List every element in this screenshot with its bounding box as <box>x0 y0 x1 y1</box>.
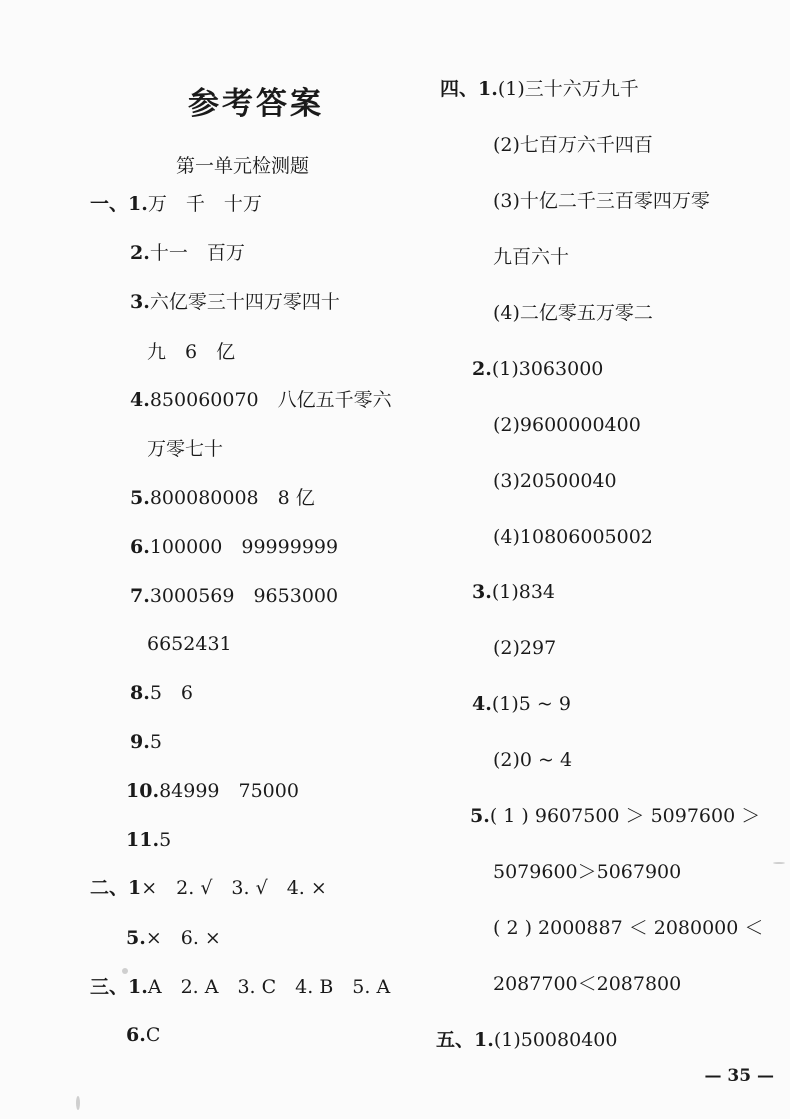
answer-text: (1)5 ~ 9 <box>491 693 571 715</box>
answer-line <box>130 584 338 608</box>
answer-text: (1)三十六万九千 <box>497 78 639 100</box>
answer-line <box>493 916 763 940</box>
answer-line <box>130 486 315 510</box>
answer-number: 2. <box>130 242 150 264</box>
answer-line <box>493 525 653 549</box>
answer-number: 5. <box>470 805 490 827</box>
answer-text: (1)3063000 <box>491 358 604 380</box>
answer-line <box>493 301 653 325</box>
answer-text: 84999 75000 <box>159 780 299 802</box>
answer-text: 万零七十 <box>147 438 224 460</box>
answer-text: A 2. A 3. C 4. B 5. A <box>147 976 391 998</box>
answer-text: (2)9600000400 <box>493 414 641 436</box>
section-subtitle: 第一单元检测题 <box>176 155 310 177</box>
answer-line <box>147 340 235 364</box>
answer-number: 9. <box>130 731 150 753</box>
answer-line <box>493 245 569 269</box>
answer-line <box>130 388 392 412</box>
answer-text: 六亿零三十四万零四十 <box>149 291 340 313</box>
answer-number: 4. <box>472 693 492 715</box>
answer-line <box>90 975 390 999</box>
answer-line <box>472 580 555 604</box>
answer-text: 九 6 亿 <box>147 341 236 363</box>
answer-text: 6652431 <box>147 633 232 655</box>
answer-line <box>493 860 681 884</box>
answer-number: 11. <box>126 829 160 851</box>
answer-text: 800080008 8 亿 <box>149 487 315 509</box>
answer-text: (3)20500040 <box>493 470 617 492</box>
answer-line <box>493 133 653 157</box>
answer-line <box>470 804 760 828</box>
answer-text: 5 <box>149 731 162 753</box>
answer-text: (2)297 <box>493 637 557 659</box>
answer-number: 6. <box>130 536 150 558</box>
answer-number: 四、1. <box>440 78 498 100</box>
answer-number: 二、1 <box>90 877 142 899</box>
answer-line <box>90 192 262 216</box>
answer-text: 万 千 十万 <box>147 193 262 215</box>
answer-number: 4. <box>130 389 150 411</box>
answer-text: 100000 99999999 <box>149 536 339 558</box>
answer-line <box>147 437 223 461</box>
answer-text: 5 6 <box>149 682 194 704</box>
page-title: 参考答案 <box>188 86 324 122</box>
answer-text: (1)834 <box>491 581 556 603</box>
answer-text: 5 <box>159 829 172 851</box>
scan-speck <box>122 968 128 974</box>
answer-text: (4)二亿零五万零二 <box>493 302 653 324</box>
scan-speck <box>76 1096 80 1110</box>
answer-line <box>130 535 338 559</box>
answer-number: 五、1. <box>436 1029 494 1051</box>
answer-text: (2)0 ~ 4 <box>493 749 573 771</box>
answer-text: 5079600＞5067900 <box>493 861 682 883</box>
answer-number: 三、1. <box>90 976 148 998</box>
answer-number: 3. <box>130 291 150 313</box>
answer-line <box>130 681 193 705</box>
answer-line <box>493 972 681 996</box>
answer-line <box>130 730 162 754</box>
scan-speck <box>773 862 785 864</box>
answer-line <box>493 636 556 660</box>
answer-number: 2. <box>472 358 492 380</box>
answer-line <box>440 77 639 101</box>
answer-number: 5. <box>130 487 150 509</box>
answer-number: 一、1. <box>90 193 148 215</box>
answer-line <box>493 469 617 493</box>
answer-line <box>126 779 299 803</box>
answer-line <box>493 748 572 772</box>
answer-line <box>130 241 245 265</box>
answer-text: ( 2 ) 2000887 ＜ 2080000 ＜ <box>493 917 764 939</box>
answer-line <box>493 413 641 437</box>
answer-line <box>472 357 603 381</box>
answer-number: 8. <box>130 682 150 704</box>
answer-text: 2087700＜2087800 <box>493 973 682 995</box>
answer-number: 10. <box>126 780 160 802</box>
answer-text: (1)50080400 <box>493 1029 618 1051</box>
answer-line <box>147 632 232 656</box>
answer-text: 850060070 八亿五千零六 <box>149 389 392 411</box>
answer-text: C <box>145 1024 161 1046</box>
answer-text: × 6. × <box>145 927 221 949</box>
answer-text: × 2. √ 3. √ 4. × <box>141 877 327 899</box>
answer-text: 九百六十 <box>493 246 570 268</box>
answer-line <box>493 189 710 213</box>
answer-text: 3000569 9653000 <box>149 585 339 607</box>
answer-text: (2)七百万六千四百 <box>493 134 653 156</box>
answer-text: (3)十亿二千三百零四万零 <box>493 190 710 212</box>
answer-number: 7. <box>130 585 150 607</box>
page-number: — 35 — <box>704 1066 774 1086</box>
answer-line <box>472 692 571 716</box>
answer-number: 6. <box>126 1024 146 1046</box>
answer-line <box>126 828 171 852</box>
answer-text: (4)10806005002 <box>493 526 653 548</box>
answer-number: 3. <box>472 581 492 603</box>
answer-line <box>130 290 340 314</box>
answer-line <box>126 926 221 950</box>
answer-line <box>90 876 327 900</box>
answer-line <box>436 1028 617 1052</box>
answer-text: ( 1 ) 9607500 ＞ 5097600 ＞ <box>489 805 761 827</box>
answer-number: 5. <box>126 927 146 949</box>
answer-line <box>126 1023 160 1047</box>
answer-text: 十一 百万 <box>149 242 245 264</box>
